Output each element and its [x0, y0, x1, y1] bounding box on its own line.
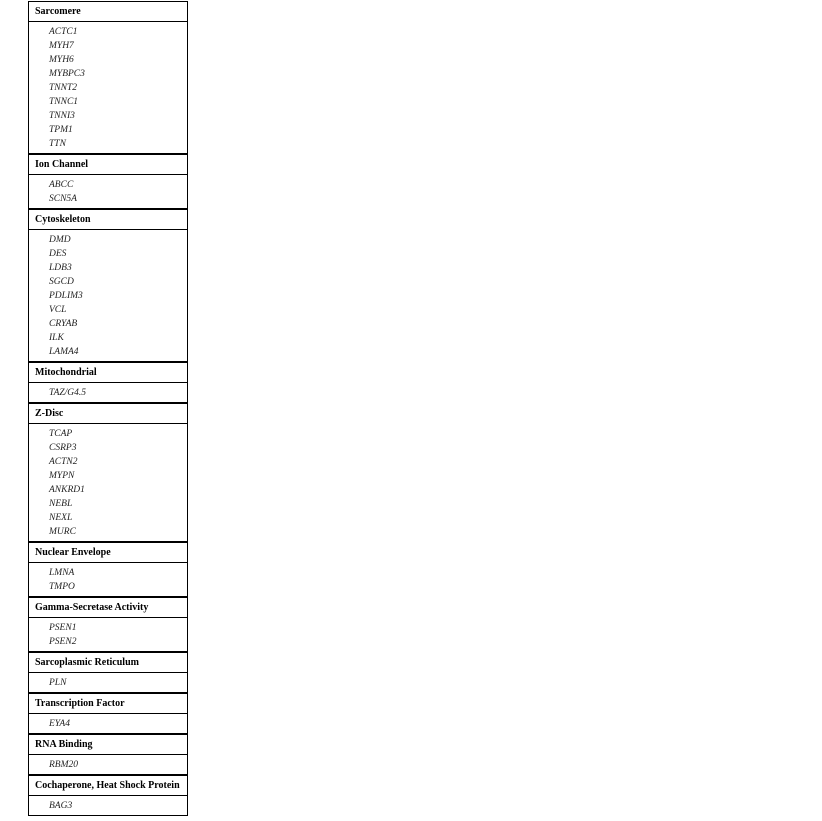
gene-name: MURC [49, 527, 76, 537]
gene-list [29, 423, 187, 541]
category-header: Sarcomere [35, 6, 81, 17]
gene-name: MYBPC3 [49, 69, 85, 79]
category-header: Gamma-Secretase Activity [29, 596, 187, 617]
category-header: Cytoskeleton [29, 208, 187, 229]
gene-name: ILK [49, 333, 64, 343]
gene-list [29, 795, 187, 815]
gene-name: MYH7 [49, 41, 74, 51]
gene-name: SCN5A [49, 194, 77, 204]
category-section [29, 651, 187, 692]
gene-name: PLN [49, 678, 67, 688]
category-section [29, 596, 187, 651]
gene-name: TNNC1 [49, 97, 79, 107]
gene-list [29, 617, 187, 651]
gene-name: ANKRD1 [49, 485, 85, 495]
category-header: Transcription Factor [29, 692, 187, 713]
gene-name: DMD [49, 235, 71, 245]
gene-list [29, 672, 187, 692]
gene-name: CRYAB [49, 319, 78, 329]
gene-list [29, 229, 187, 361]
gene-name: TPM1 [49, 125, 73, 135]
category-section [29, 153, 187, 208]
gene-name: DES [49, 249, 67, 259]
gene-name: PSEN1 [49, 623, 77, 633]
category-section [29, 2, 187, 153]
gene-name: TTN [49, 139, 66, 149]
category-section [29, 774, 187, 815]
gene-name: SGCD [49, 277, 74, 287]
category-header: Mitochondrial [29, 361, 187, 382]
gene-name: MYH6 [49, 55, 74, 65]
category-header: Nuclear Envelope [29, 541, 187, 562]
gene-name: ABCC [49, 180, 74, 190]
gene-list [29, 382, 187, 402]
category-header: Sarcoplasmic Reticulum [29, 651, 187, 672]
gene-name: NEBL [49, 499, 73, 509]
category-section [29, 361, 187, 402]
gene-name: TCAP [49, 429, 73, 439]
gene-name: CSRP3 [49, 443, 77, 453]
gene-list [29, 713, 187, 733]
gene-name: MYPN [49, 471, 75, 481]
category-header: Ion Channel [29, 153, 187, 174]
category-section [29, 733, 187, 774]
gene-name: NEXL [49, 513, 73, 523]
gene-name: BAG3 [49, 801, 73, 811]
gene-name: EYA4 [49, 719, 70, 729]
gene-name: LAMA4 [49, 347, 79, 357]
gene-list [29, 21, 187, 153]
gene-name: ACTN2 [49, 457, 78, 467]
category-header: RNA Binding [29, 733, 187, 754]
gene-name: VCL [49, 305, 67, 315]
category-section [29, 208, 187, 361]
gene-name: PDLIM3 [49, 291, 83, 301]
category-section [29, 541, 187, 596]
gene-list [29, 754, 187, 774]
category-header: Cochaperone, Heat Shock Protein [29, 774, 187, 795]
category-section [29, 692, 187, 733]
gene-name: RBM20 [49, 760, 79, 770]
gene-name: PSEN2 [49, 637, 77, 647]
gene-name: TNNI3 [49, 111, 75, 121]
category-header: Z-Disc [29, 402, 187, 423]
gene-name: TAZ/G4.5 [49, 388, 87, 398]
gene-name: TNNT2 [49, 83, 77, 93]
gene-name: LDB3 [49, 263, 72, 273]
gene-list [29, 562, 187, 596]
gene-name: TMPO [49, 582, 75, 592]
category-section [29, 402, 187, 541]
gene-name: LMNA [49, 568, 75, 578]
gene-name: ACTC1 [49, 27, 78, 37]
gene-list [29, 174, 187, 208]
gene-category-table [28, 1, 188, 816]
